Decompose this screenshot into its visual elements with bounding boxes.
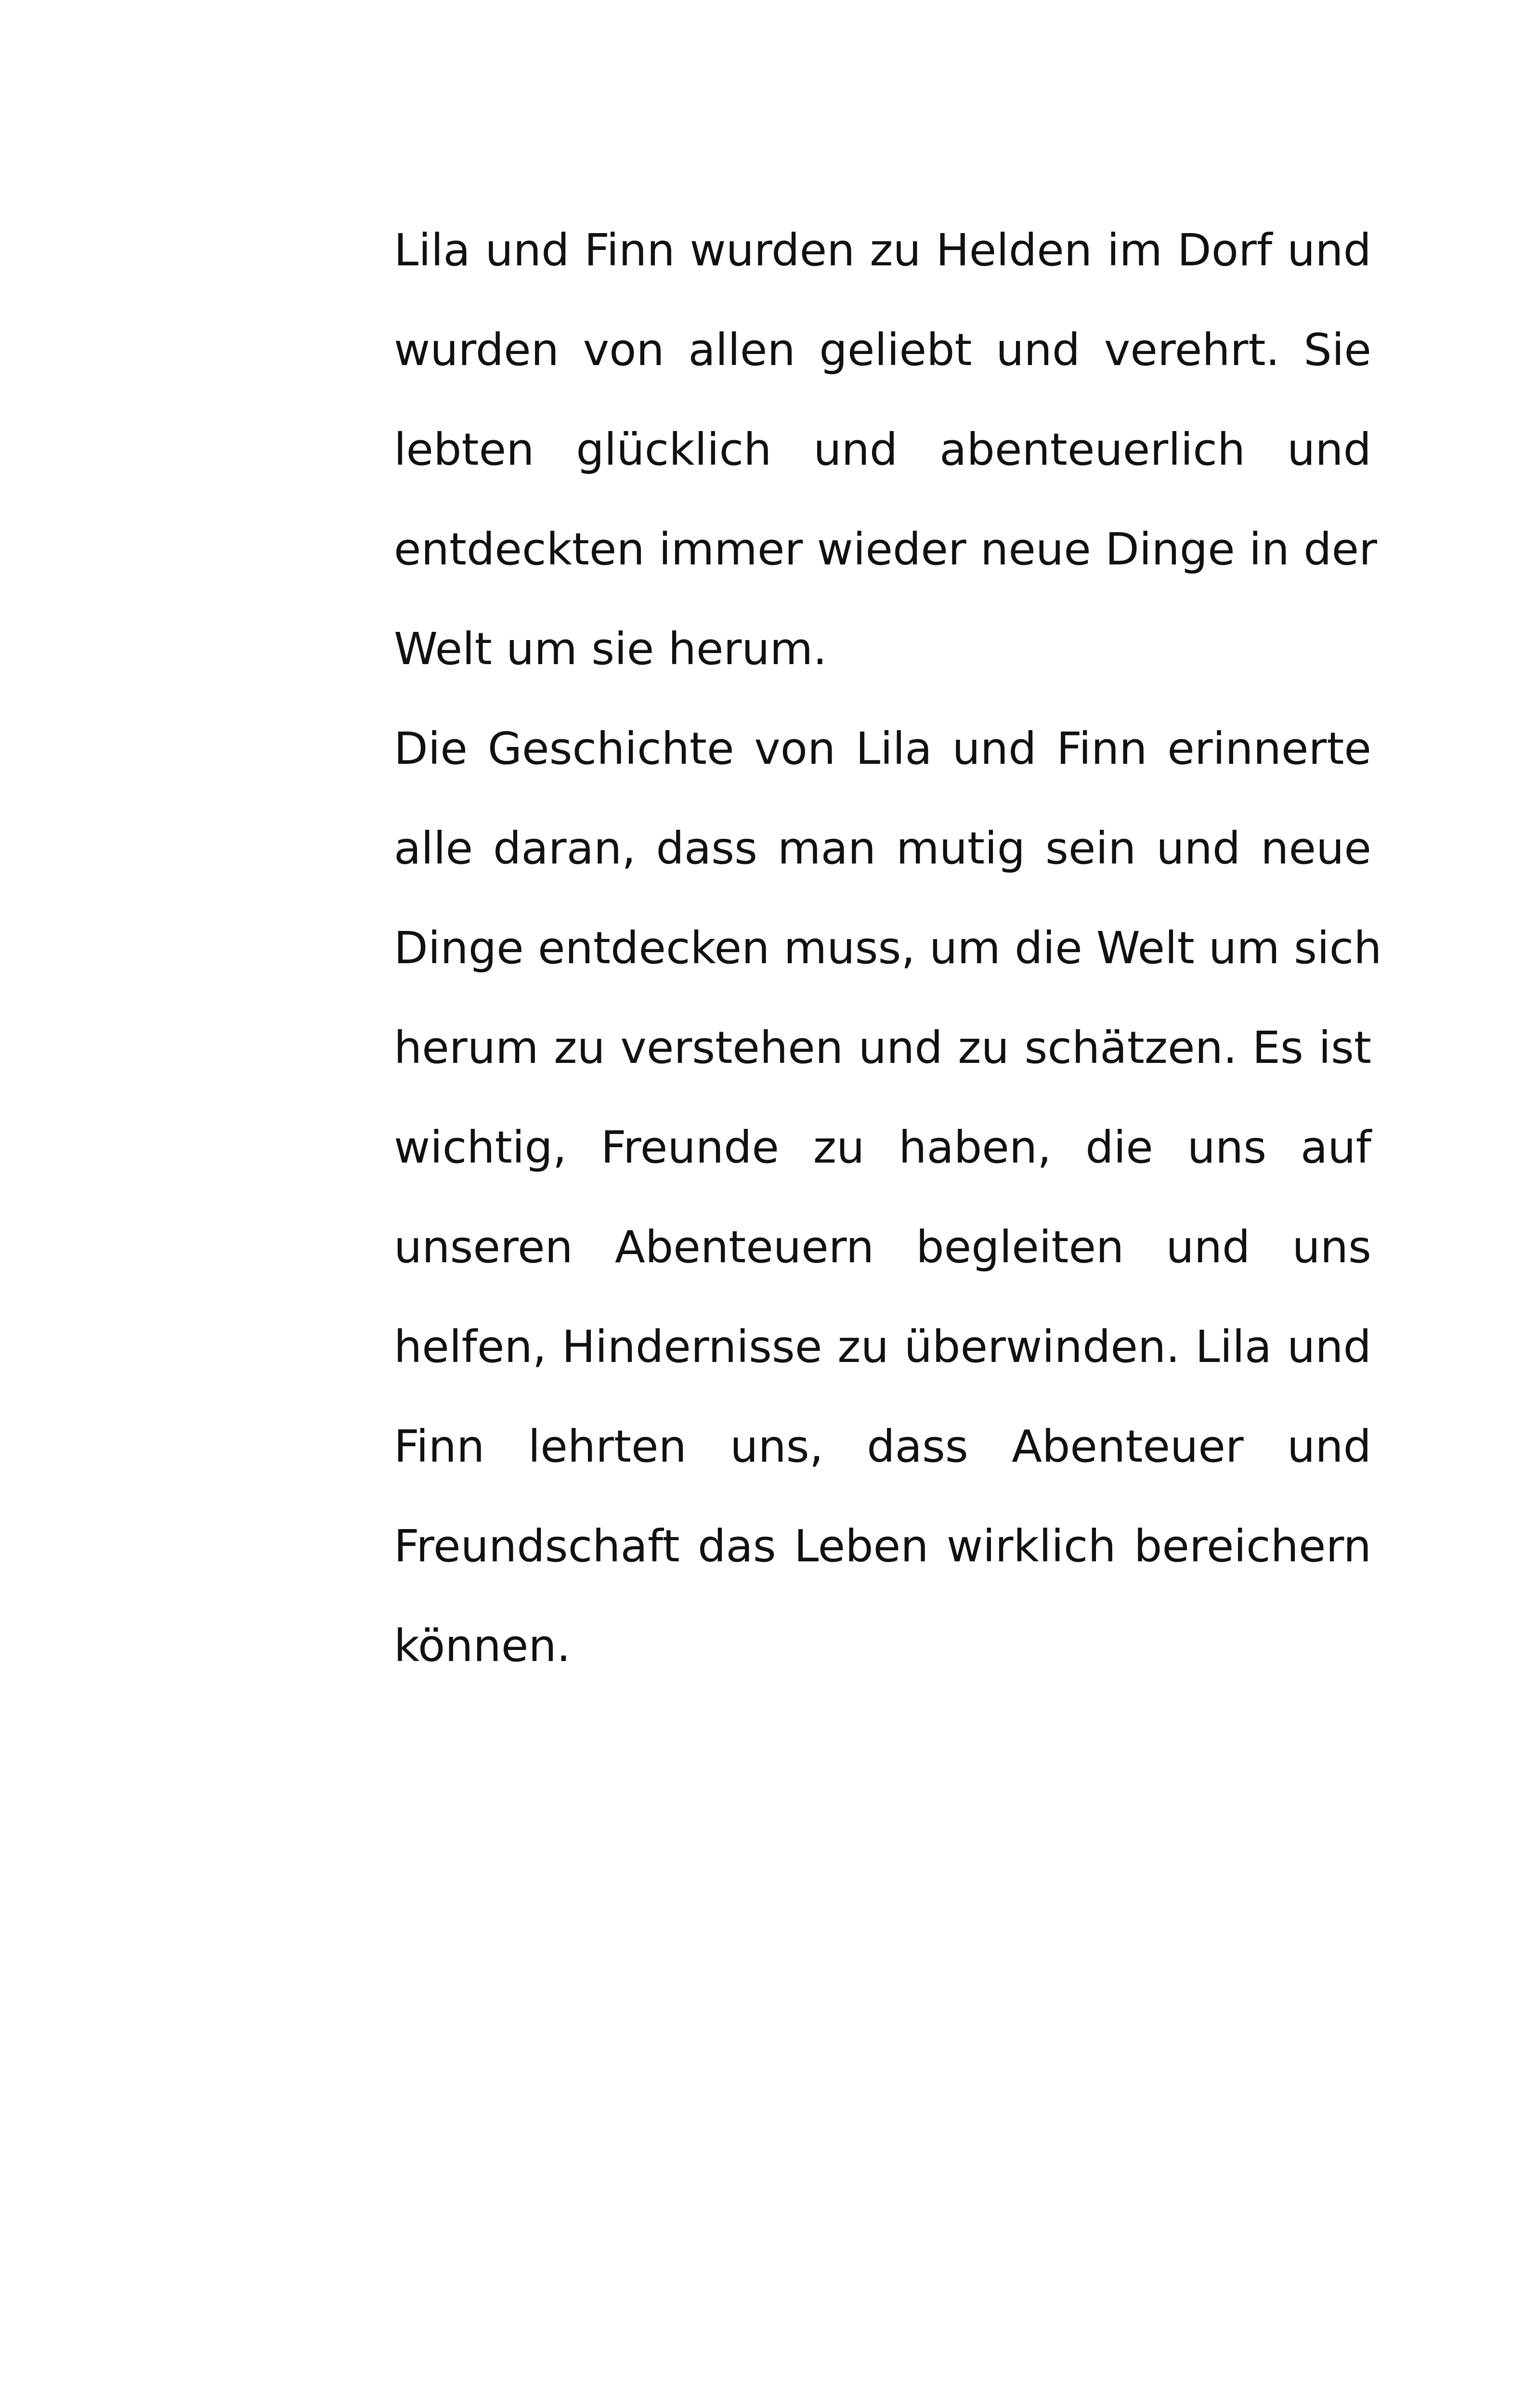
text-line: Finn lehrten uns, dass Abenteuer und [394,1421,1371,1472]
text-line: Welt um sie herum. [394,623,827,675]
text-line: Lila und Finn wurden zu Helden im Dorf und [394,224,1371,276]
text-line: wichtig, Freunde zu haben, die uns auf [394,1122,1371,1173]
text-line: wurden von allen geliebt und verehrt. Sie [394,324,1371,376]
text-line: können. [394,1620,571,1672]
text-line: alle daran, dass man mutig sein und neue [394,823,1371,874]
text-line: lebten glücklich und abenteuerlich und [394,424,1371,475]
story-text [394,216,1382,1711]
text-line: herum zu verstehen und zu schätzen. Es ist [394,1022,1371,1073]
text-line: entdeckten immer wieder neue Dinge in der [394,523,1377,575]
text-line: unseren Abenteuern begleiten und uns [394,1221,1371,1273]
paragraph-1 [394,216,1377,714]
text-line: Die Geschichte von Lila und Finn erinnerte [394,723,1371,774]
paragraph-2 [394,714,1382,1711]
text-line: Dinge entdecken muss, um die Welt um sich [394,922,1382,974]
text-line: helfen, Hindernisse zu überwinden. Lila und [394,1321,1371,1373]
text-line: Freundschaft das Leben wirklich bereichern [394,1520,1371,1572]
